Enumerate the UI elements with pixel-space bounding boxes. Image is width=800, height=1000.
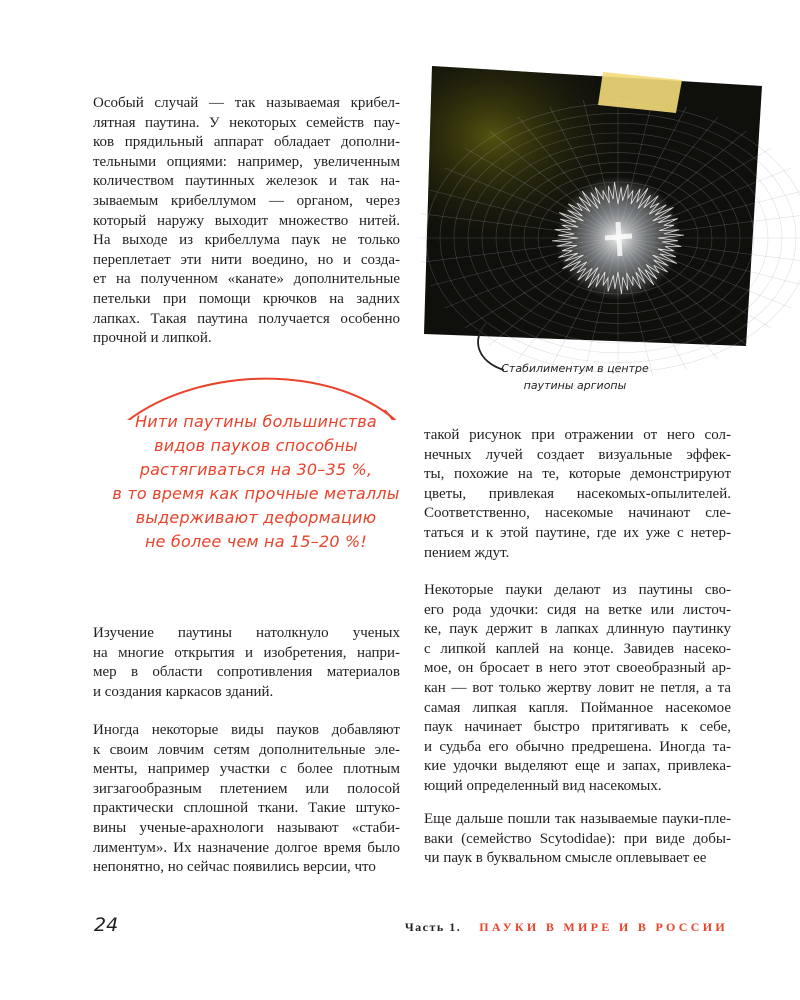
callout-text — [96, 410, 416, 554]
text-line: переплетает эти нити воедино, но и созда- — [93, 251, 400, 268]
text-line: таться и к этой паутине, где их уже с нетер- — [424, 524, 731, 541]
callout-line: видов пауков способны — [154, 436, 358, 455]
text-line: мое, он бросает в него этот своеобразный ар- — [424, 660, 731, 677]
caption-line: паутины аргиопы — [523, 379, 627, 392]
text-line: к своим ловчим сетям дополнительные эле- — [93, 741, 400, 758]
text-line: количеством паутинных железок и так на- — [93, 173, 400, 190]
callout-line: выдерживают деформацию — [135, 508, 377, 527]
text-line: Соответственно, насекомые начинают сле- — [424, 505, 731, 522]
text-line: ет на полученном «канате» дополнительные — [93, 271, 400, 288]
text-line: Изучение паутины натолкнуло ученых — [93, 625, 400, 641]
text-line: лиментум». Их назначение долгое время было — [93, 839, 400, 856]
text-line: чи паук в буквальном смысле оплевывает ее — [424, 850, 707, 867]
text-line: прочной и липкой. — [93, 330, 212, 347]
text-line: пением ждут. — [424, 544, 510, 561]
text-line: и судьба его обычно предрешена. Иногда та- — [424, 738, 731, 755]
callout-line: не более чем на 15–20 %! — [144, 532, 368, 551]
running-footer — [405, 920, 728, 935]
text-line: паук начинает быстро притягивать к себе, — [424, 719, 731, 736]
callout-line: в то время как прочные металлы — [112, 484, 400, 503]
text-line: зигзагообразным плетением или полосой — [93, 780, 400, 797]
text-line: ющий определенный вид насекомых. — [424, 777, 662, 794]
text-line: ков прядильный аппарат обладает дополни- — [93, 134, 400, 151]
text-line: кие удочки выделяют еще и запах, привлека- — [424, 758, 731, 775]
callout-line: растягиваться на 30–35 %, — [139, 460, 373, 479]
text-line: Еще дальше пошли так называемые пауки-пле- — [424, 811, 731, 827]
text-line: вины ученые-арахнологи называют «стаби- — [93, 819, 400, 836]
text-line: ке, паук держит в лапках длинную паутинку — [424, 621, 731, 638]
text-line: непонятно, но сейчас появились версии, что — [93, 859, 376, 876]
text-line: с липкой каплей на конце. Завидев насеко- — [424, 640, 731, 657]
text-line: такой рисунок при отражении от него сол- — [424, 427, 731, 443]
text-line: мер в области сопротивления материалов — [93, 664, 400, 681]
text-line: Некоторые пауки делают из паутины сво- — [424, 582, 731, 598]
page-number: 24 — [94, 914, 119, 936]
text-line: практически сплошной ткани. Такие штуко- — [93, 800, 400, 817]
text-line: ты, похожие на те, которые демонстрируют — [424, 466, 731, 483]
text-line: менты, например участки с более плотным — [93, 761, 400, 778]
text-line: петельки при помощи крючков на задних — [93, 290, 400, 307]
text-line: который наружу выходит множество нитей. — [93, 212, 400, 229]
text-line: кан — вот только жертву ловит не петля, а та — [424, 679, 731, 696]
left-paragraph-3 — [93, 721, 400, 878]
left-paragraph-2 — [93, 624, 400, 702]
text-line: самая липкая капля. Пойманное насекомое — [424, 699, 731, 716]
chapter-title: ПАУКИ В МИРЕ И В РОССИИ — [479, 920, 728, 934]
right-paragraph-2 — [424, 581, 731, 797]
text-line: лятная паутина. У некоторых семейств пау- — [93, 114, 400, 131]
text-line: его рода удочки: сидя на ветке или листоч- — [424, 601, 731, 618]
text-line: ваки (семейство Scytodidae): при виде добы- — [424, 830, 731, 847]
text-line: зываемым крибеллумом — органом, через — [93, 192, 400, 209]
text-line: цветы, привлекая насекомых-опылителей. — [424, 485, 731, 502]
text-line: На выходе из крибеллума паук не только — [93, 232, 400, 249]
right-paragraph-3 — [424, 810, 731, 869]
part-label: Часть 1. — [404, 920, 462, 934]
callout-line: Нити паутины большинства — [135, 412, 377, 431]
text-line: тельными опциями: например, увеличенным — [93, 153, 400, 170]
text-line: Особый случай — так называемая крибел- — [93, 95, 400, 111]
text-line: нечных лучей создает визуальные эффек- — [424, 446, 731, 463]
caption-line: Стабилиментум в центре — [501, 362, 649, 375]
text-line: Иногда некоторые виды пауков добавляют — [93, 722, 400, 738]
text-line: и создания каркасов зданий. — [93, 683, 274, 700]
left-paragraph-1 — [93, 94, 400, 349]
right-paragraph-1 — [424, 426, 731, 563]
text-line: на многие открытия и изобретения, напри- — [93, 644, 400, 661]
photo-caption — [470, 360, 680, 394]
text-line: лапках. Такая паутина получается особенно — [93, 310, 400, 327]
